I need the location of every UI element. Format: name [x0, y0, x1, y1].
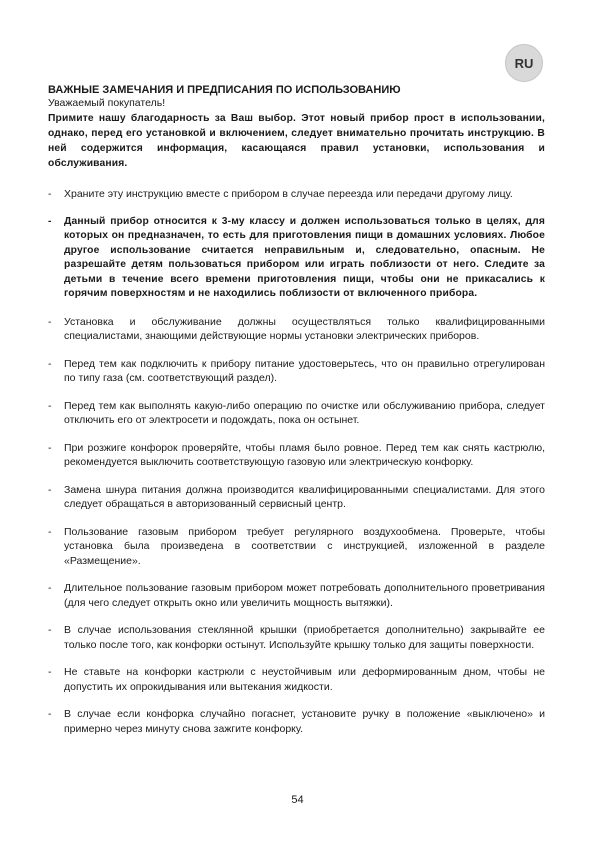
list-item-text: Перед тем как выполнять какую-либо операцию по очистке или обслуживанию прибора, следует отключить его от электросети и подождать, пока он остынет.	[64, 399, 545, 426]
list-item-text: Пользование газовым прибором требует регулярного воздухообмена. Проверьте, чтобы установка была произведена в соответствии с инструкцией, изложенной в разделе «Размещение».	[64, 525, 545, 567]
list-bullet: -	[48, 441, 52, 454]
list-bullet: -	[48, 483, 52, 496]
language-badge	[505, 44, 543, 82]
list-item-text: Длительное пользование газовым прибором может потребовать дополнительного проветривания (для чего следует открыть окно или увеличить мощность вытяжки).	[64, 582, 545, 609]
list-item	[48, 315, 545, 344]
list-bullet: -	[48, 215, 52, 227]
list-item	[48, 581, 545, 610]
list-item-text: Не ставьте на конфорки кастрюли с неустойчивым или деформированным дном, чтобы не допустить их опрокидывания или вытекания жидкости.	[64, 666, 545, 693]
list-bullet: -	[48, 315, 52, 328]
list-item	[48, 399, 545, 428]
list-bullet: -	[48, 624, 52, 636]
page-heading: ВАЖНЫЕ ЗАМЕЧАНИЯ И ПРЕДПИСАНИЯ ПО ИСПОЛЬЗОВАНИЮ	[48, 84, 401, 96]
list-item-text: Перед тем как подключить к прибору питание удостоверьтесь, что он правильно отрегулирован по типу газа (см. соответствующий раздел).	[64, 357, 545, 384]
list-item-text: В случае использования стеклянной крышки (приобретается дополнительно) закрывайте ее только после того, как конфорки остынут. Используйте крышку только для защиты поверхности.	[64, 624, 545, 651]
list-item	[48, 525, 545, 569]
list-item	[48, 215, 545, 302]
list-item	[48, 357, 545, 386]
list-bullet: -	[48, 188, 52, 200]
list-item	[48, 483, 545, 512]
list-item-text: Замена шнура питания должна производится квалифицированными специалистами. Для этого следует обращаться в авторизованный сервисный центр.	[64, 483, 545, 510]
list-bullet: -	[48, 582, 52, 594]
list-item-text: Храните эту инструкцию вместе с прибором в случае переезда или передачи другому лицу.	[64, 188, 513, 200]
page-content	[48, 84, 545, 736]
list-item	[48, 441, 545, 470]
greeting: Уважаемый покупатель!	[48, 97, 166, 109]
list-item-text: В случае если конфорка случайно погаснет, установите ручку в положение «выключено» и примерно через минуту снова зажгите конфорку.	[64, 708, 545, 735]
list-item-text: При розжиге конфорок проверяйте, чтобы пламя было ровное. Перед тем как снять кастрюлю, рекомендуется выключить соответствующую газовую или электрическую конфорку.	[64, 441, 545, 468]
list-item	[48, 623, 545, 652]
list-bullet: -	[48, 357, 52, 370]
list-item	[48, 707, 545, 736]
list-item-text: Данный прибор относится к 3-му классу и должен использоваться только в целях, для которых он предназначен, то есть для приготовления пищи в домашних условиях. Любое другое использование считается неправильным и, следовательно, опасным. Не разрешайте детям пользоваться прибором или играть поблизости от него. Следите за детьми в течение всего времени приготовления пищи, чтобы они не прикасались к горячим поверхностям и не находились поблизости от включенного прибора.	[64, 215, 545, 299]
list-bullet: -	[48, 399, 52, 412]
list-item	[48, 187, 545, 202]
list-bullet: -	[48, 708, 52, 720]
list-bullet: -	[48, 525, 52, 538]
list-bullet: -	[48, 666, 52, 678]
intro-paragraph: Примите нашу благодарность за Ваш выбор. Этот новый прибор прост в использовании, однако, перед его установкой и включением, следует внимательно прочитать инструкцию. В ней содержится информация, касающаяся правил установки, использования и обслуживания.	[48, 113, 545, 169]
instructions-list	[48, 187, 545, 736]
list-item-text: Установка и обслуживание должны осуществляться только квалифицированными специалистами, знающими действующие нормы установки электрических приборов.	[64, 315, 545, 342]
list-item	[48, 665, 545, 694]
page-number: 54	[291, 794, 304, 806]
language-code: RU	[514, 55, 534, 71]
